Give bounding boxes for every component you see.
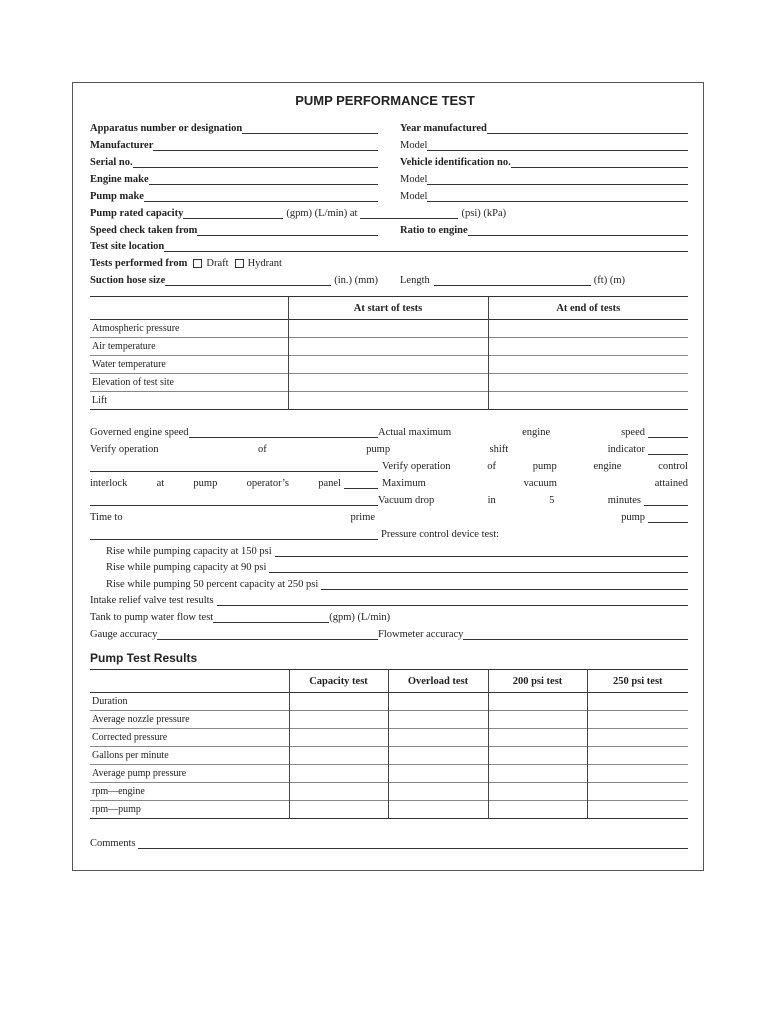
draft-label: Draft bbox=[206, 258, 229, 269]
model-field-3[interactable] bbox=[427, 190, 688, 202]
pump-make-field[interactable] bbox=[144, 190, 378, 202]
comments-field[interactable] bbox=[138, 837, 688, 849]
results-row-label: Duration bbox=[92, 696, 128, 707]
verify-shift-tail bbox=[608, 443, 688, 455]
condition-end-cell[interactable] bbox=[488, 320, 688, 338]
results-row-label: Average nozzle pressure bbox=[92, 714, 190, 725]
condition-label: Atmospheric pressure bbox=[92, 323, 180, 334]
condition-row bbox=[90, 392, 688, 410]
results-cell[interactable] bbox=[488, 765, 587, 783]
results-row-label: rpm—pump bbox=[92, 804, 141, 815]
gpm-at-label: (gpm) (L/min) at bbox=[286, 208, 358, 219]
model-label: Model bbox=[400, 191, 428, 202]
results-cell[interactable] bbox=[488, 693, 587, 711]
verify-shift-word: of bbox=[257, 444, 267, 455]
start-tests-header: At start of tests bbox=[288, 297, 488, 320]
hydrant-checkbox[interactable] bbox=[235, 259, 244, 268]
governed-field[interactable] bbox=[189, 426, 378, 438]
rise50-field[interactable] bbox=[321, 578, 688, 590]
results-cell[interactable] bbox=[289, 747, 388, 765]
time-prime-word: Time to bbox=[90, 512, 123, 523]
suction-label: Suction hose size bbox=[90, 275, 166, 286]
serial-label: Serial no. bbox=[90, 157, 133, 168]
length-field[interactable] bbox=[434, 274, 591, 286]
time-prime-line-field[interactable] bbox=[90, 528, 378, 540]
interlock-word: panel bbox=[318, 478, 341, 489]
results-cell[interactable] bbox=[488, 747, 587, 765]
comments-label: Comments bbox=[90, 838, 136, 849]
site-label: Test site location bbox=[90, 241, 165, 252]
end-tests-header: At end of tests bbox=[488, 297, 688, 320]
condition-label: Air temperature bbox=[92, 341, 156, 352]
vin-label: Vehicle identification no. bbox=[400, 157, 511, 168]
time-prime-tail bbox=[621, 511, 688, 523]
results-cell[interactable] bbox=[388, 783, 488, 801]
speed-check-label: Speed check taken from bbox=[90, 225, 198, 236]
rise50-label: Rise while pumping 50 percent capacity at 250 psi bbox=[106, 579, 319, 590]
time-prime-field[interactable] bbox=[648, 511, 688, 523]
actual-max-tail bbox=[621, 426, 688, 438]
results-cell[interactable] bbox=[488, 801, 587, 819]
rise50-row bbox=[106, 576, 688, 590]
condition-end-cell[interactable] bbox=[488, 356, 688, 374]
year-label: Year manufactured bbox=[400, 123, 487, 134]
conditions-table bbox=[90, 297, 688, 410]
model-label: Model bbox=[400, 174, 428, 185]
vin-row bbox=[400, 154, 688, 168]
condition-row bbox=[90, 338, 688, 356]
results-cell[interactable] bbox=[488, 711, 587, 729]
time-prime-row bbox=[90, 509, 688, 523]
results-cell[interactable] bbox=[289, 765, 388, 783]
interlock-word: interlock bbox=[90, 478, 128, 489]
results-cell[interactable] bbox=[289, 693, 388, 711]
apparatus-label: Apparatus number or designation bbox=[90, 123, 243, 134]
condition-start-cell[interactable] bbox=[288, 338, 488, 356]
gauge-label: Gauge accuracy bbox=[90, 629, 158, 640]
verify-control-word: pump bbox=[532, 461, 557, 472]
results-cell[interactable] bbox=[289, 783, 388, 801]
vacuum-drop-word: in bbox=[487, 495, 496, 506]
pump-make-row bbox=[90, 188, 378, 202]
governed-row bbox=[90, 424, 378, 438]
engine-make-field[interactable] bbox=[149, 173, 378, 185]
rise90-field[interactable] bbox=[269, 561, 688, 573]
verify-shift-row bbox=[90, 441, 688, 455]
max-vacuum-line bbox=[90, 492, 378, 506]
actual-max-word: speed bbox=[621, 427, 645, 438]
condition-row bbox=[90, 356, 688, 374]
site-field[interactable] bbox=[164, 240, 688, 252]
flowmeter-label: Flowmeter accuracy bbox=[378, 629, 464, 640]
results-cell[interactable] bbox=[388, 801, 488, 819]
condition-label: Lift bbox=[92, 395, 107, 406]
gpm-lmin-label: (gpm) (L/min) bbox=[329, 612, 391, 623]
psi200-test-header: 200 psi test bbox=[488, 670, 587, 693]
intake-field[interactable] bbox=[217, 594, 688, 606]
interlock-word: pump bbox=[193, 478, 218, 489]
condition-end-cell[interactable] bbox=[488, 338, 688, 356]
max-vacuum-row bbox=[382, 475, 688, 489]
results-cell[interactable] bbox=[388, 747, 488, 765]
serial-field[interactable] bbox=[133, 156, 378, 168]
verify-control-word: of bbox=[487, 461, 497, 472]
comments-row bbox=[90, 835, 688, 849]
verify-shift-word: shift bbox=[489, 444, 509, 455]
results-cell[interactable] bbox=[587, 801, 688, 819]
actual-max-label: Actual maximum bbox=[378, 427, 452, 438]
time-prime-word: prime bbox=[350, 512, 376, 523]
hydrant-label: Hydrant bbox=[247, 258, 282, 269]
actual-max-row bbox=[378, 424, 688, 438]
rise90-row bbox=[106, 559, 688, 573]
verify-shift-word: indicator bbox=[607, 444, 645, 455]
rise150-row bbox=[106, 543, 688, 557]
vacuum-drop-word: 5 bbox=[549, 495, 555, 506]
rise150-field[interactable] bbox=[275, 545, 688, 557]
results-row bbox=[90, 711, 688, 729]
actual-max-word: engine bbox=[522, 427, 551, 438]
serial-row bbox=[90, 154, 378, 168]
condition-end-cell[interactable] bbox=[488, 392, 688, 410]
ratio-label: Ratio to engine bbox=[400, 225, 468, 236]
gauge-field[interactable] bbox=[157, 628, 378, 640]
pressure-control-label: Pressure control device test: bbox=[381, 529, 500, 540]
results-cell[interactable] bbox=[587, 783, 688, 801]
pump-make-label: Pump make bbox=[90, 191, 144, 202]
verify-shift-word: pump bbox=[366, 444, 391, 455]
results-row-label: Corrected pressure bbox=[92, 732, 168, 743]
model-field-2[interactable] bbox=[427, 173, 688, 185]
tank-field[interactable] bbox=[213, 611, 329, 623]
vacuum-drop-row bbox=[378, 492, 688, 506]
site-row bbox=[90, 238, 688, 252]
time-prime-word: pump bbox=[621, 512, 645, 523]
results-heading: Pump Test Results bbox=[90, 651, 198, 665]
results-row bbox=[90, 783, 688, 801]
speed-check-field[interactable] bbox=[197, 224, 378, 236]
model-row-1 bbox=[400, 137, 688, 151]
results-row bbox=[90, 729, 688, 747]
condition-start-cell[interactable] bbox=[288, 320, 488, 338]
intake-row bbox=[90, 592, 688, 606]
condition-row bbox=[90, 320, 688, 338]
max-vacuum-word: Maximum bbox=[382, 478, 426, 489]
condition-label: Water temperature bbox=[92, 359, 166, 370]
rated-pressure-field[interactable] bbox=[360, 207, 458, 219]
engine-make-row bbox=[90, 171, 378, 185]
results-row bbox=[90, 765, 688, 783]
interlock-word: at bbox=[156, 478, 165, 489]
vacuum-drop-word: Vacuum drop bbox=[378, 495, 435, 506]
condition-start-cell[interactable] bbox=[288, 392, 488, 410]
results-cell[interactable] bbox=[289, 801, 388, 819]
gauge-row bbox=[90, 626, 378, 640]
results-row-label: Average pump pressure bbox=[92, 768, 187, 779]
draft-checkbox[interactable] bbox=[193, 259, 202, 268]
results-table bbox=[90, 670, 688, 819]
verify-control-word: control bbox=[658, 461, 688, 472]
model-label: Model bbox=[400, 140, 428, 151]
results-cell[interactable] bbox=[388, 693, 488, 711]
results-cell[interactable] bbox=[587, 693, 688, 711]
verify-interlock-line bbox=[90, 458, 378, 472]
results-row-label: rpm—engine bbox=[92, 786, 145, 797]
form-title: PUMP PERFORMANCE TEST bbox=[295, 93, 475, 108]
results-cell[interactable] bbox=[289, 729, 388, 747]
intake-label: Intake relief valve test results bbox=[90, 595, 214, 606]
verify-control-word: Verify operation bbox=[382, 461, 451, 472]
max-vacuum-field[interactable] bbox=[90, 494, 378, 506]
suction-row bbox=[90, 272, 378, 286]
in-mm-label: (in.) (mm) bbox=[334, 275, 378, 286]
ratio-field[interactable] bbox=[468, 224, 688, 236]
results-cell[interactable] bbox=[488, 783, 587, 801]
verify-shift-field[interactable] bbox=[648, 443, 688, 455]
rated-capacity-field[interactable] bbox=[183, 207, 283, 219]
time-prime-line bbox=[90, 526, 378, 540]
condition-label: Elevation of test site bbox=[92, 377, 174, 388]
results-cell[interactable] bbox=[587, 765, 688, 783]
rise90-label: Rise while pumping capacity at 90 psi bbox=[106, 562, 267, 573]
model-field-1[interactable] bbox=[427, 139, 688, 151]
apparatus-field[interactable] bbox=[242, 122, 378, 134]
length-label: Length bbox=[400, 275, 430, 286]
apparatus-row bbox=[90, 120, 378, 134]
results-cell[interactable] bbox=[587, 747, 688, 765]
results-cell[interactable] bbox=[388, 729, 488, 747]
manufacturer-label: Manufacturer bbox=[90, 140, 154, 151]
year-row bbox=[400, 120, 688, 134]
results-cell[interactable] bbox=[587, 729, 688, 747]
interlock-row bbox=[90, 475, 378, 489]
flowmeter-field[interactable] bbox=[463, 628, 688, 640]
vacuum-drop-field[interactable] bbox=[644, 494, 688, 506]
results-row-label: Gallons per minute bbox=[92, 750, 169, 761]
verify-control-row bbox=[382, 458, 688, 472]
verify-control-word: engine bbox=[593, 461, 622, 472]
rated-capacity-row bbox=[90, 205, 540, 219]
interlock-word: operator’s bbox=[246, 478, 289, 489]
speed-check-row bbox=[90, 222, 378, 236]
max-vacuum-word: attained bbox=[654, 478, 688, 489]
tests-from-label: Tests performed from bbox=[90, 258, 188, 269]
engine-make-label: Engine make bbox=[90, 174, 149, 185]
condition-row bbox=[90, 374, 688, 392]
interlock-field[interactable] bbox=[344, 477, 378, 489]
results-row bbox=[90, 693, 688, 711]
results-row bbox=[90, 747, 688, 765]
results-row bbox=[90, 801, 688, 819]
ratio-row bbox=[400, 222, 688, 236]
overload-test-header: Overload test bbox=[388, 670, 488, 693]
tank-label: Tank to pump water flow test bbox=[90, 612, 214, 623]
suction-field[interactable] bbox=[165, 274, 331, 286]
actual-max-field[interactable] bbox=[648, 426, 688, 438]
tank-row bbox=[90, 609, 430, 623]
results-cell[interactable] bbox=[488, 729, 587, 747]
results-cell[interactable] bbox=[388, 711, 488, 729]
rated-capacity-label: Pump rated capacity bbox=[90, 208, 184, 219]
max-vacuum-word: vacuum bbox=[523, 478, 557, 489]
psi-kpa-label: (psi) (kPa) bbox=[461, 208, 507, 219]
manufacturer-row bbox=[90, 137, 378, 151]
year-field[interactable] bbox=[487, 122, 688, 134]
results-cell[interactable] bbox=[587, 711, 688, 729]
manufacturer-field[interactable] bbox=[153, 139, 378, 151]
interlock-tail bbox=[318, 477, 378, 489]
vin-field[interactable] bbox=[511, 156, 688, 168]
vacuum-drop-word: minutes bbox=[607, 495, 641, 506]
condition-start-cell[interactable] bbox=[288, 356, 488, 374]
model-row-2 bbox=[400, 171, 688, 185]
rise150-label: Rise while pumping capacity at 150 psi bbox=[106, 546, 272, 557]
vacuum-drop-tail bbox=[608, 494, 688, 506]
condition-end-cell[interactable] bbox=[488, 374, 688, 392]
model-row-3 bbox=[400, 188, 688, 202]
tests-from-row bbox=[90, 255, 390, 269]
capacity-test-header: Capacity test bbox=[289, 670, 388, 693]
psi250-test-header: 250 psi test bbox=[587, 670, 688, 693]
condition-start-cell[interactable] bbox=[288, 374, 488, 392]
results-cell[interactable] bbox=[388, 765, 488, 783]
length-row bbox=[400, 272, 625, 286]
flowmeter-row bbox=[378, 626, 688, 640]
pressure-control-row bbox=[381, 526, 499, 540]
verify-shift-line-field[interactable] bbox=[90, 460, 378, 472]
ft-m-label: (ft) (m) bbox=[593, 275, 625, 286]
results-cell[interactable] bbox=[289, 711, 388, 729]
governed-label: Governed engine speed bbox=[90, 427, 189, 438]
verify-shift-word: Verify operation bbox=[90, 444, 159, 455]
